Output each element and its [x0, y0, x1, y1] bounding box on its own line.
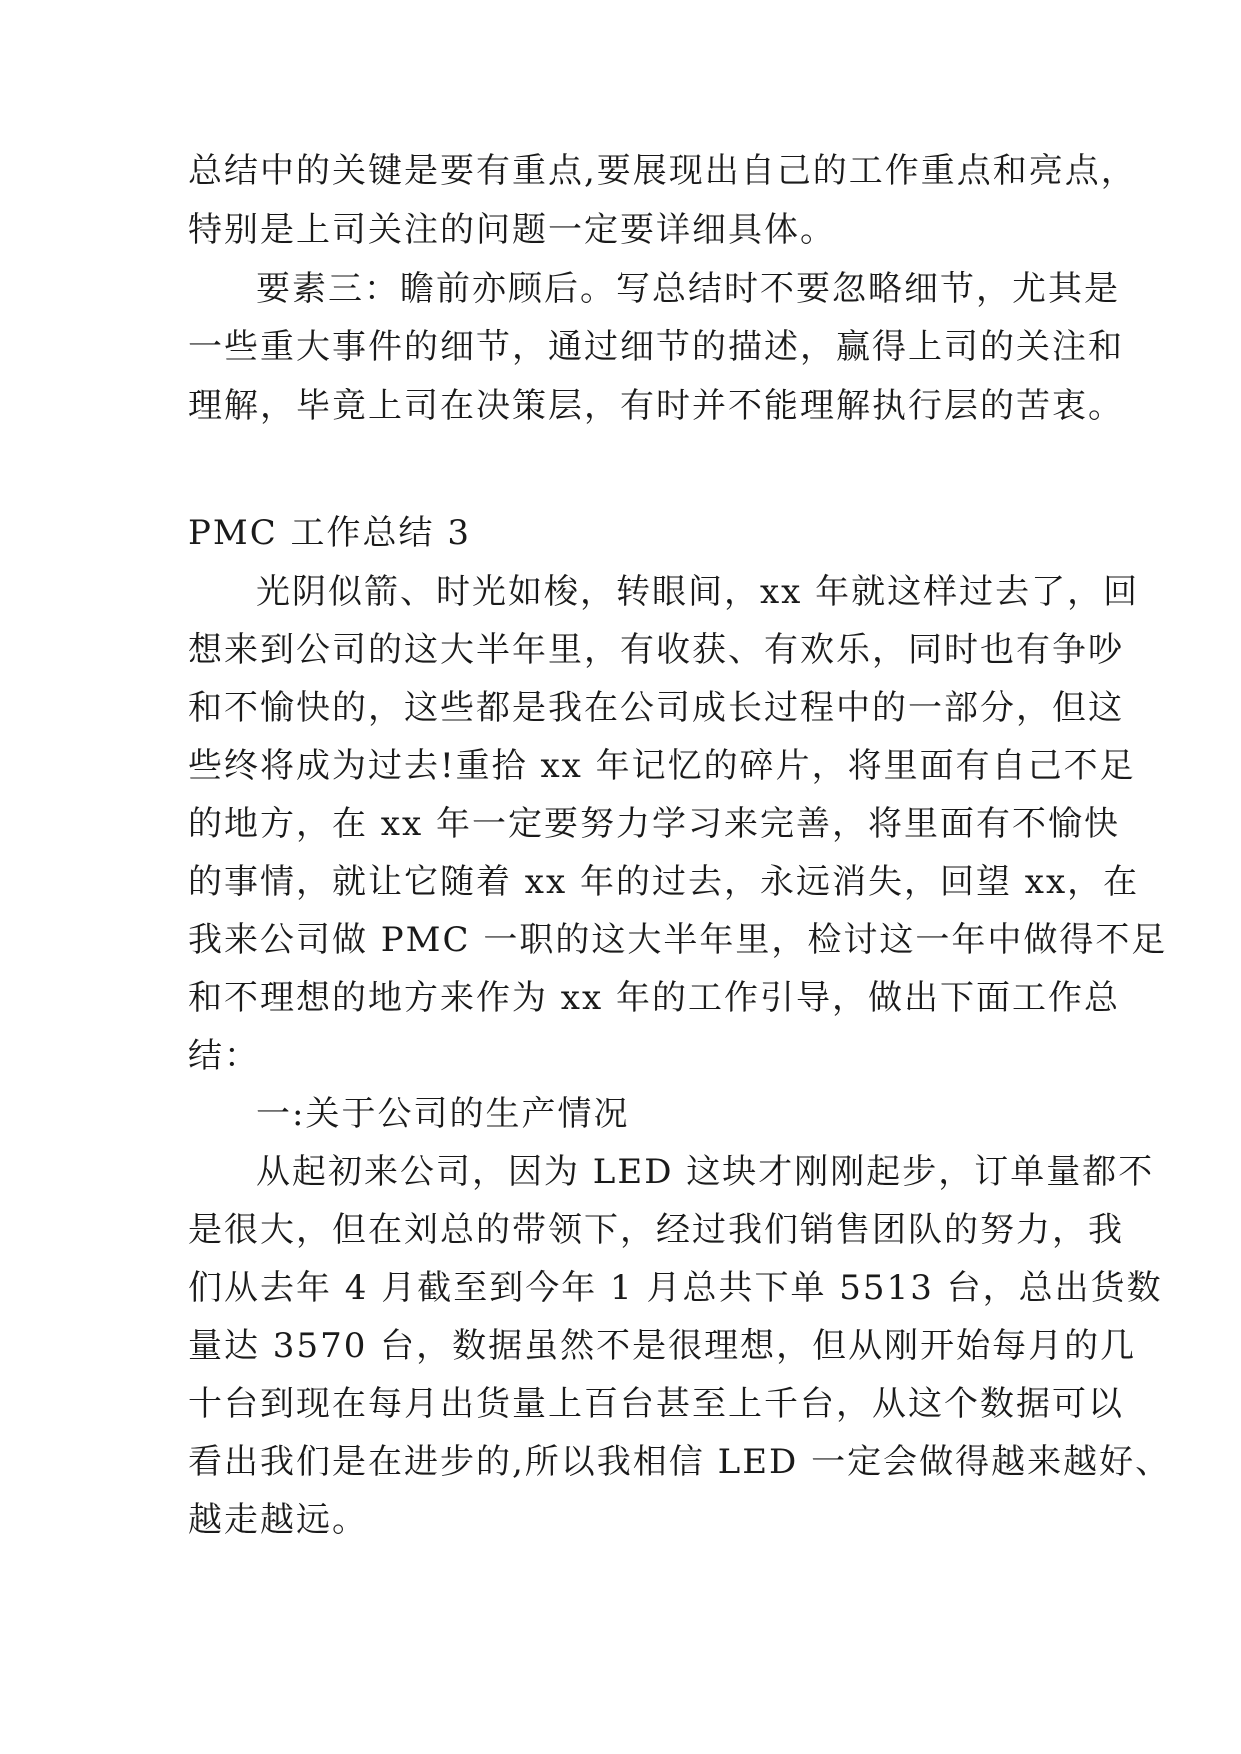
- text-line: 特别是上司关注的问题一定要详细具体。: [188, 210, 836, 250]
- text-line: 些终将成为过去!重拾 xx 年记忆的碎片，将里面有自己不足: [188, 746, 1136, 786]
- text-line: 理解，毕竟上司在决策层，有时并不能理解执行层的苦衷。: [188, 386, 1124, 426]
- section-heading: PMC 工作总结 3: [188, 513, 471, 553]
- text-line: 一些重大事件的细节，通过细节的描述，赢得上司的关注和: [188, 327, 1124, 367]
- text-line: 总结中的关键是要有重点,要展现出自己的工作重点和亮点，: [188, 151, 1137, 191]
- text-line: 看出我们是在进步的,所以我相信 LED 一定会做得越来越好、: [188, 1442, 1172, 1482]
- text-line: 结：: [188, 1036, 260, 1076]
- text-line: 和不愉快的，这些都是我在公司成长过程中的一部分，但这: [188, 688, 1124, 728]
- text-line: 们从去年 4 月截至到今年 1 月总共下单 5513 台，总出货数: [188, 1268, 1163, 1308]
- text-line: 和不理想的地方来作为 xx 年的工作引导，做出下面工作总: [188, 978, 1120, 1018]
- text-line: 要素三：瞻前亦顾后。写总结时不要忽略细节，尤其是: [256, 269, 1120, 309]
- text-line: 量达 3570 台，数据虽然不是很理想，但从刚开始每月的几: [188, 1326, 1137, 1366]
- text-line: 光阴似箭、时光如梭，转眼间，xx 年就这样过去了，回: [256, 572, 1140, 612]
- text-line: 十台到现在每月出货量上百台甚至上千台，从这个数据可以: [188, 1384, 1124, 1424]
- text-line: 想来到公司的这大半年里，有收获、有欢乐，同时也有争吵: [188, 630, 1124, 670]
- text-line: 是很大，但在刘总的带领下，经过我们销售团队的努力，我: [188, 1210, 1124, 1250]
- text-line: 的地方，在 xx 年一定要努力学习来完善，将里面有不愉快: [188, 804, 1120, 844]
- text-line: 从起初来公司，因为 LED 这块才刚刚起步，订单量都不: [256, 1152, 1155, 1192]
- text-line: 的事情，就让它随着 xx 年的过去，永远消失，回望 xx，在: [188, 862, 1140, 902]
- text-line: 我来公司做 PMC 一职的这大半年里，检讨这一年中做得不足: [188, 920, 1168, 960]
- subsection-heading: 一:关于公司的生产情况: [256, 1094, 630, 1134]
- text-line: 越走越远。: [188, 1500, 368, 1540]
